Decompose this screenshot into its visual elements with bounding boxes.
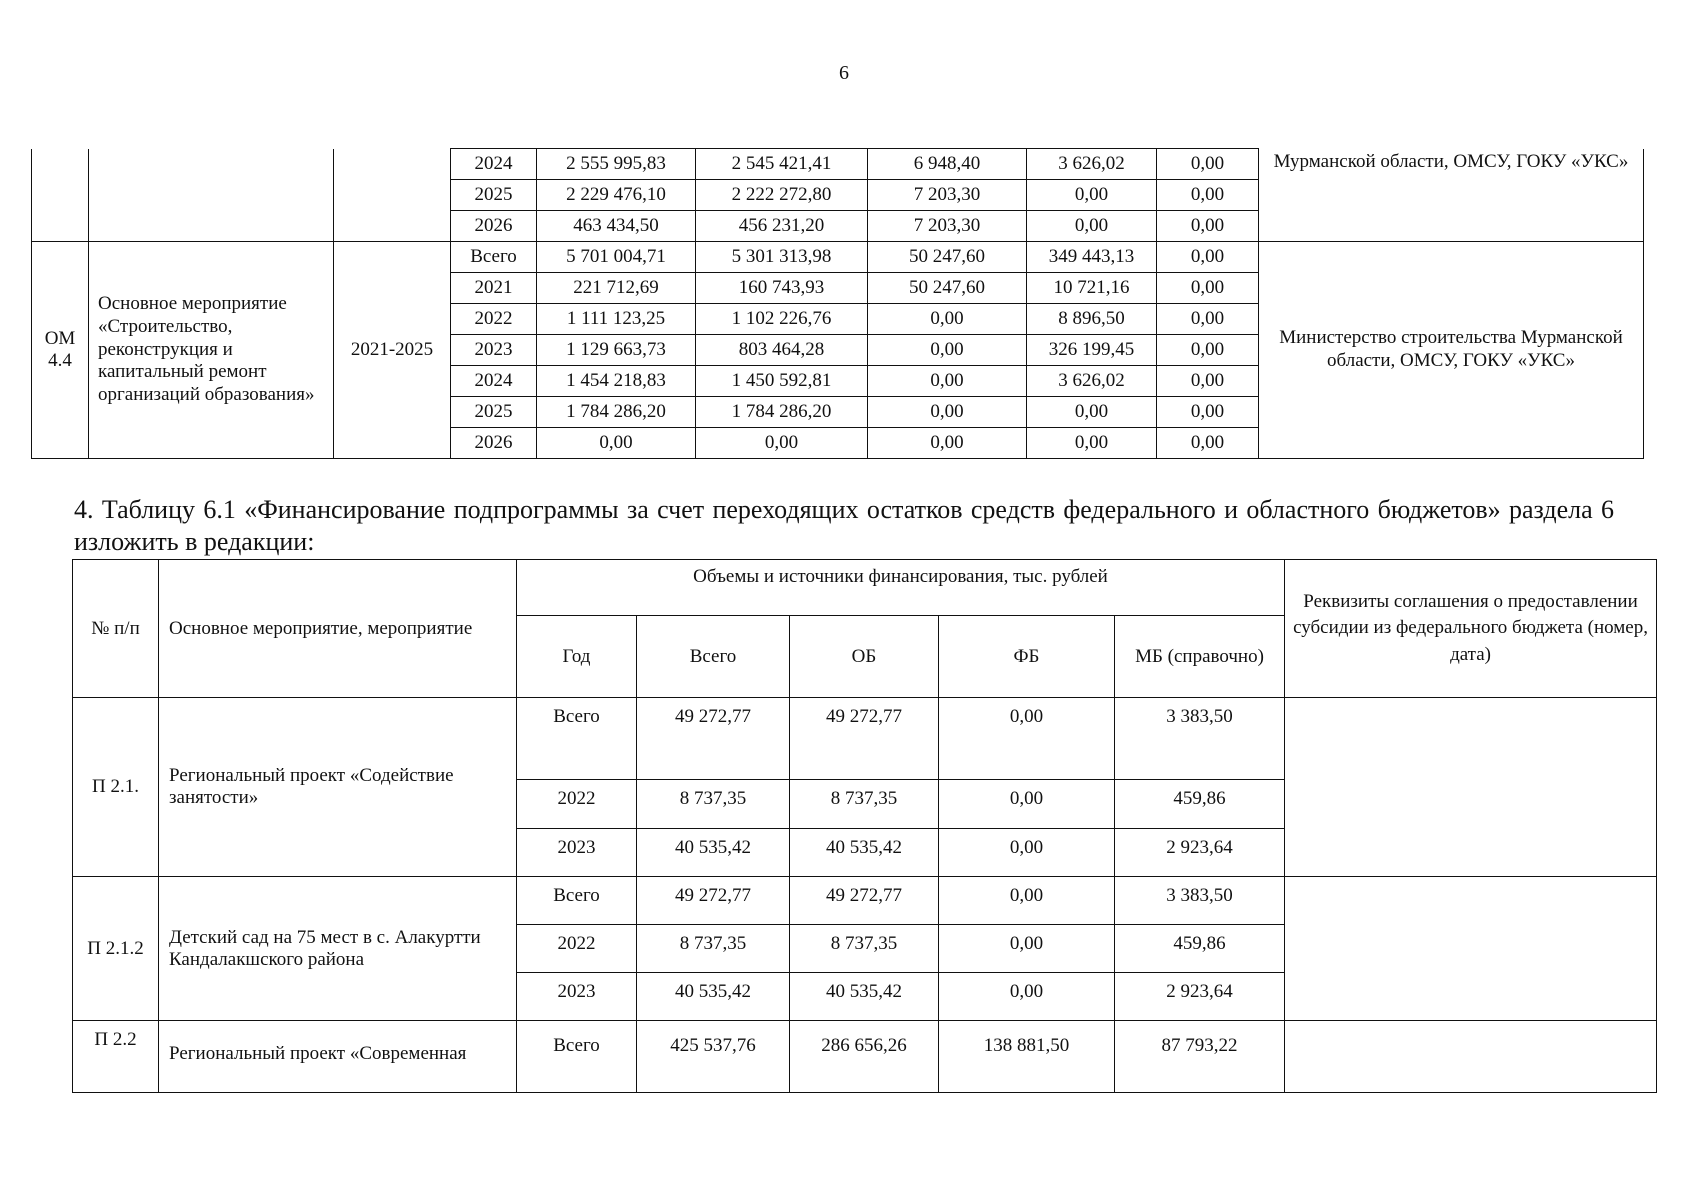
mb-cell: 0,00 bbox=[1027, 428, 1157, 459]
row-code: П 2.2 bbox=[73, 1021, 159, 1093]
row-code: П 2.1. bbox=[73, 698, 159, 877]
fb-cell: 0,00 bbox=[939, 780, 1115, 829]
ob-cell: 2 545 421,41 bbox=[696, 149, 868, 180]
header-num: № п/п bbox=[73, 560, 159, 698]
fb-cell: 0,00 bbox=[939, 877, 1115, 925]
year-cell: Всего bbox=[517, 698, 637, 780]
year-cell: 2023 bbox=[517, 973, 637, 1021]
total-cell: 49 272,77 bbox=[637, 698, 790, 780]
header-mb: МБ (справочно) bbox=[1115, 616, 1285, 698]
row-event-name: Региональный проект «Современная bbox=[159, 1021, 517, 1093]
mb-cell: 326 199,45 bbox=[1027, 335, 1157, 366]
ob-cell: 456 231,20 bbox=[696, 211, 868, 242]
om-description-cell: Основное мероприятие «Строительство, реконструкция и капитальный ремонт организаций образования» bbox=[89, 242, 334, 459]
year-cell: 2022 bbox=[517, 925, 637, 973]
table-row bbox=[73, 698, 1657, 780]
other-cell: 0,00 bbox=[1157, 335, 1259, 366]
year-cell: 2024 bbox=[451, 366, 537, 397]
header-volumes: Объемы и источники финансирования, тыс. рублей bbox=[517, 560, 1285, 616]
requisites-cell bbox=[1285, 877, 1657, 1021]
mb-cell: 0,00 bbox=[1027, 180, 1157, 211]
year-cell: Всего bbox=[451, 242, 537, 273]
mb-cell: 2 923,64 bbox=[1115, 973, 1285, 1021]
fb-cell: 0,00 bbox=[868, 335, 1027, 366]
ob-cell: 49 272,77 bbox=[790, 698, 939, 780]
desc-cell-empty bbox=[89, 149, 334, 242]
ob-cell: 1 784 286,20 bbox=[696, 397, 868, 428]
requisites-cell bbox=[1285, 1021, 1657, 1093]
ob-cell: 40 535,42 bbox=[790, 829, 939, 877]
other-cell: 0,00 bbox=[1157, 149, 1259, 180]
year-cell: Всего bbox=[517, 1021, 637, 1093]
om-code-cell: ОМ 4.4 bbox=[32, 242, 89, 459]
page-number: 6 bbox=[839, 62, 849, 84]
mb-cell: 3 383,50 bbox=[1115, 698, 1285, 780]
total-cell: 2 555 995,83 bbox=[537, 149, 696, 180]
mb-cell: 10 721,16 bbox=[1027, 273, 1157, 304]
year-cell: 2025 bbox=[451, 397, 537, 428]
ob-cell: 1 102 226,76 bbox=[696, 304, 868, 335]
header-requisites: Реквизиты соглашения о предоставлении субсидии из федерального бюджета (номер, дата) bbox=[1285, 560, 1657, 698]
total-cell: 1 784 286,20 bbox=[537, 397, 696, 428]
year-cell: 2022 bbox=[517, 780, 637, 829]
total-cell: 0,00 bbox=[537, 428, 696, 459]
year-cell: Всего bbox=[517, 877, 637, 925]
fb-cell: 0,00 bbox=[939, 698, 1115, 780]
fb-cell: 50 247,60 bbox=[868, 242, 1027, 273]
executor-cell: Мурманской области, ОМСУ, ГОКУ «УКС» bbox=[1259, 149, 1644, 242]
ob-cell: 1 450 592,81 bbox=[696, 366, 868, 397]
year-cell: 2024 bbox=[451, 149, 537, 180]
total-cell: 8 737,35 bbox=[637, 925, 790, 973]
year-cell: 2022 bbox=[451, 304, 537, 335]
fb-cell: 0,00 bbox=[939, 925, 1115, 973]
table-row bbox=[32, 242, 1644, 273]
fb-cell: 7 203,30 bbox=[868, 211, 1027, 242]
ob-cell: 8 737,35 bbox=[790, 780, 939, 829]
ob-cell: 803 464,28 bbox=[696, 335, 868, 366]
total-cell: 1 454 218,83 bbox=[537, 366, 696, 397]
other-cell: 0,00 bbox=[1157, 211, 1259, 242]
mb-cell: 87 793,22 bbox=[1115, 1021, 1285, 1093]
header-total: Всего bbox=[637, 616, 790, 698]
fb-cell: 0,00 bbox=[868, 397, 1027, 428]
fb-cell: 0,00 bbox=[868, 428, 1027, 459]
table-row bbox=[73, 1021, 1657, 1093]
total-cell: 40 535,42 bbox=[637, 829, 790, 877]
header-event: Основное мероприятие, мероприятие bbox=[159, 560, 517, 698]
mb-cell: 0,00 bbox=[1027, 397, 1157, 428]
ob-cell: 160 743,93 bbox=[696, 273, 868, 304]
fb-cell: 7 203,30 bbox=[868, 180, 1027, 211]
other-cell: 0,00 bbox=[1157, 397, 1259, 428]
other-cell: 0,00 bbox=[1157, 304, 1259, 335]
table-row bbox=[73, 877, 1657, 925]
header-year: Год bbox=[517, 616, 637, 698]
mb-cell: 8 896,50 bbox=[1027, 304, 1157, 335]
fb-cell: 50 247,60 bbox=[868, 273, 1027, 304]
header-fb: ФБ bbox=[939, 616, 1115, 698]
ob-cell: 40 535,42 bbox=[790, 973, 939, 1021]
code-cell-empty bbox=[32, 149, 89, 242]
total-cell: 2 229 476,10 bbox=[537, 180, 696, 211]
other-cell: 0,00 bbox=[1157, 180, 1259, 211]
other-cell: 0,00 bbox=[1157, 366, 1259, 397]
fb-cell: 0,00 bbox=[868, 366, 1027, 397]
mb-cell: 0,00 bbox=[1027, 211, 1157, 242]
total-cell: 40 535,42 bbox=[637, 973, 790, 1021]
other-cell: 0,00 bbox=[1157, 273, 1259, 304]
total-cell: 425 537,76 bbox=[637, 1021, 790, 1093]
ob-cell: 286 656,26 bbox=[790, 1021, 939, 1093]
year-cell: 2023 bbox=[517, 829, 637, 877]
row-event-name: Детский сад на 75 мест в с. Алакуртти Кандалакшского района bbox=[159, 877, 517, 1021]
om-executor-cell: Министерство строительства Мурманской области, ОМСУ, ГОКУ «УКС» bbox=[1259, 242, 1644, 459]
other-cell: 0,00 bbox=[1157, 242, 1259, 273]
period-cell-empty bbox=[334, 149, 451, 242]
ob-cell: 2 222 272,80 bbox=[696, 180, 868, 211]
mb-cell: 349 443,13 bbox=[1027, 242, 1157, 273]
table-row bbox=[32, 149, 1644, 180]
om-period-cell: 2021-2025 bbox=[334, 242, 451, 459]
year-cell: 2025 bbox=[451, 180, 537, 211]
total-cell: 49 272,77 bbox=[637, 877, 790, 925]
total-cell: 8 737,35 bbox=[637, 780, 790, 829]
ob-cell: 5 301 313,98 bbox=[696, 242, 868, 273]
ob-cell: 8 737,35 bbox=[790, 925, 939, 973]
mb-cell: 3 626,02 bbox=[1027, 366, 1157, 397]
row-event-name: Региональный проект «Содействие занятости» bbox=[159, 698, 517, 877]
section-heading: 4. Таблицу 6.1 «Финансирование подпрограммы за счет переходящих остатков средств федерального и областного бюджетов» раздела 6 изложить в редакции: bbox=[74, 495, 1614, 556]
year-cell: 2021 bbox=[451, 273, 537, 304]
header-row bbox=[73, 560, 1657, 616]
fb-cell: 0,00 bbox=[868, 304, 1027, 335]
financing-table-continued bbox=[31, 148, 1644, 459]
ob-cell: 49 272,77 bbox=[790, 877, 939, 925]
header-ob: ОБ bbox=[790, 616, 939, 698]
total-cell: 5 701 004,71 bbox=[537, 242, 696, 273]
row-code: П 2.1.2 bbox=[73, 877, 159, 1021]
mb-cell: 459,86 bbox=[1115, 780, 1285, 829]
other-cell: 0,00 bbox=[1157, 428, 1259, 459]
year-cell: 2026 bbox=[451, 428, 537, 459]
year-cell: 2026 bbox=[451, 211, 537, 242]
total-cell: 463 434,50 bbox=[537, 211, 696, 242]
fb-cell: 138 881,50 bbox=[939, 1021, 1115, 1093]
ob-cell: 0,00 bbox=[696, 428, 868, 459]
year-cell: 2023 bbox=[451, 335, 537, 366]
mb-cell: 3 383,50 bbox=[1115, 877, 1285, 925]
mb-cell: 2 923,64 bbox=[1115, 829, 1285, 877]
total-cell: 1 111 123,25 bbox=[537, 304, 696, 335]
fb-cell: 0,00 bbox=[939, 829, 1115, 877]
mb-cell: 3 626,02 bbox=[1027, 149, 1157, 180]
fb-cell: 6 948,40 bbox=[868, 149, 1027, 180]
requisites-cell bbox=[1285, 698, 1657, 877]
total-cell: 1 129 663,73 bbox=[537, 335, 696, 366]
mb-cell: 459,86 bbox=[1115, 925, 1285, 973]
subprogram-financing-table bbox=[72, 559, 1657, 1093]
total-cell: 221 712,69 bbox=[537, 273, 696, 304]
fb-cell: 0,00 bbox=[939, 973, 1115, 1021]
